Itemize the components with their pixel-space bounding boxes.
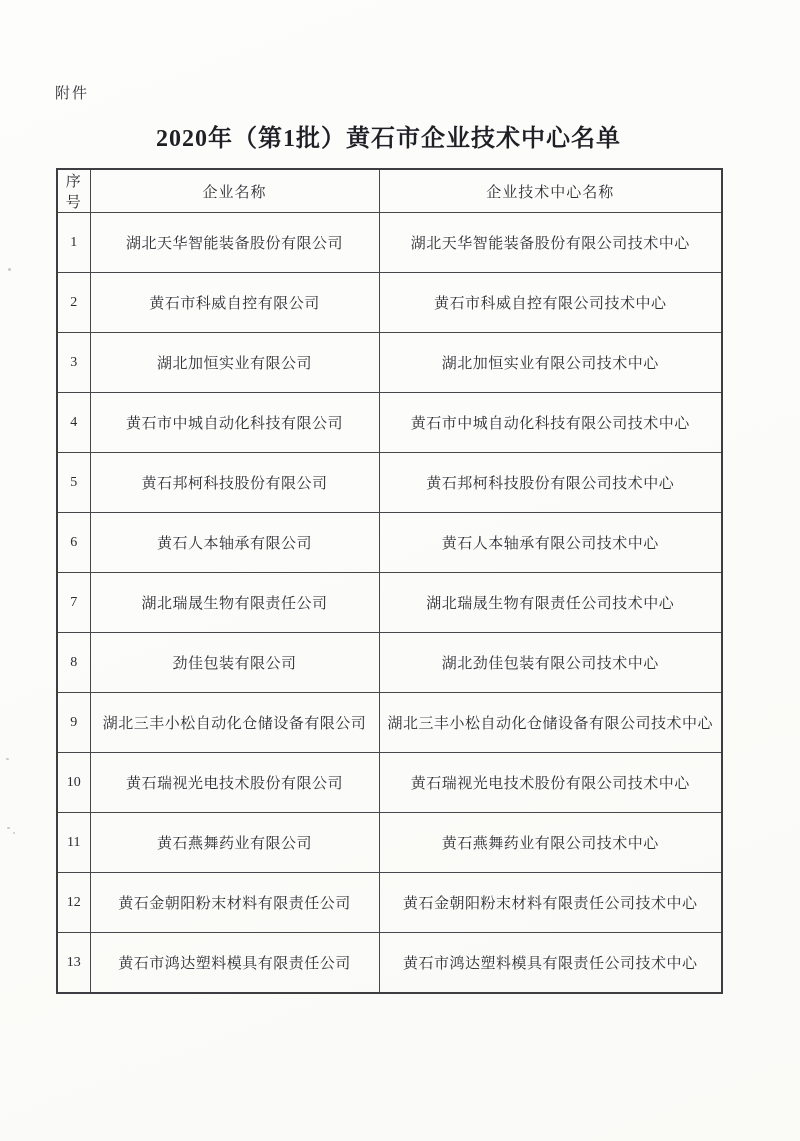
header-tech-center-name: 企业技术中心名称 xyxy=(379,169,722,213)
scan-speck xyxy=(6,758,9,760)
scan-speck xyxy=(13,832,15,834)
header-company-name: 企业名称 xyxy=(90,169,379,213)
company-name-cell: 劲佳包装有限公司 xyxy=(90,633,379,693)
tech-center-name-cell: 湖北劲佳包装有限公司技术中心 xyxy=(379,633,722,693)
table-row xyxy=(57,393,722,453)
table-row xyxy=(57,753,722,813)
table-row xyxy=(57,513,722,573)
tech-center-name-cell: 黄石燕舞药业有限公司技术中心 xyxy=(379,813,722,873)
company-name-cell: 湖北加恒实业有限公司 xyxy=(90,333,379,393)
serial-number-cell: 6 xyxy=(57,513,90,573)
serial-number-cell: 13 xyxy=(57,933,90,994)
company-name-cell: 黄石燕舞药业有限公司 xyxy=(90,813,379,873)
tech-center-name-cell: 湖北三丰小松自动化仓储设备有限公司技术中心 xyxy=(379,693,722,753)
company-name-cell: 湖北三丰小松自动化仓储设备有限公司 xyxy=(90,693,379,753)
table-row xyxy=(57,633,722,693)
serial-number-cell: 8 xyxy=(57,633,90,693)
tech-center-name-cell: 湖北天华智能装备股份有限公司技术中心 xyxy=(379,213,722,273)
serial-number-cell: 12 xyxy=(57,873,90,933)
page-title: 2020年（第1批）黄石市企业技术中心名单 xyxy=(156,126,621,152)
serial-number-cell: 3 xyxy=(57,333,90,393)
table-body xyxy=(57,213,722,994)
company-name-cell: 湖北瑞晟生物有限责任公司 xyxy=(90,573,379,633)
table-row xyxy=(57,453,722,513)
table-row xyxy=(57,573,722,633)
company-name-cell: 黄石邦柯科技股份有限公司 xyxy=(90,453,379,513)
table-row xyxy=(57,813,722,873)
table-row xyxy=(57,933,722,994)
serial-number-cell: 4 xyxy=(57,393,90,453)
serial-number-cell: 1 xyxy=(57,213,90,273)
company-name-cell: 黄石金朝阳粉末材料有限责任公司 xyxy=(90,873,379,933)
serial-number-cell: 5 xyxy=(57,453,90,513)
tech-center-name-cell: 黄石市中城自动化科技有限公司技术中心 xyxy=(379,393,722,453)
tech-center-name-cell: 黄石人本轴承有限公司技术中心 xyxy=(379,513,722,573)
serial-number-cell: 7 xyxy=(57,573,90,633)
table-row xyxy=(57,333,722,393)
header-serial-number: 序号 xyxy=(57,169,90,213)
company-name-cell: 黄石瑞视光电技术股份有限公司 xyxy=(90,753,379,813)
company-name-cell: 黄石人本轴承有限公司 xyxy=(90,513,379,573)
scan-speck xyxy=(8,268,11,271)
attachment-label: 附件 xyxy=(55,86,90,102)
table-row xyxy=(57,693,722,753)
tech-center-name-cell: 黄石市鸿达塑料模具有限责任公司技术中心 xyxy=(379,933,722,994)
scan-speck xyxy=(7,827,10,829)
table-row xyxy=(57,873,722,933)
company-name-cell: 湖北天华智能装备股份有限公司 xyxy=(90,213,379,273)
serial-number-cell: 2 xyxy=(57,273,90,333)
table-row xyxy=(57,273,722,333)
company-name-cell: 黄石市鸿达塑料模具有限责任公司 xyxy=(90,933,379,994)
company-name-cell: 黄石市科威自控有限公司 xyxy=(90,273,379,333)
serial-number-cell: 10 xyxy=(57,753,90,813)
table-header-row xyxy=(57,169,722,213)
tech-center-table xyxy=(56,168,723,994)
company-name-cell: 黄石市中城自动化科技有限公司 xyxy=(90,393,379,453)
table-row xyxy=(57,213,722,273)
tech-center-name-cell: 黄石瑞视光电技术股份有限公司技术中心 xyxy=(379,753,722,813)
tech-center-name-cell: 黄石邦柯科技股份有限公司技术中心 xyxy=(379,453,722,513)
tech-center-name-cell: 黄石市科威自控有限公司技术中心 xyxy=(379,273,722,333)
tech-center-name-cell: 湖北瑞晟生物有限责任公司技术中心 xyxy=(379,573,722,633)
tech-center-name-cell: 黄石金朝阳粉末材料有限责任公司技术中心 xyxy=(379,873,722,933)
tech-center-name-cell: 湖北加恒实业有限公司技术中心 xyxy=(379,333,722,393)
serial-number-cell: 9 xyxy=(57,693,90,753)
serial-number-cell: 11 xyxy=(57,813,90,873)
